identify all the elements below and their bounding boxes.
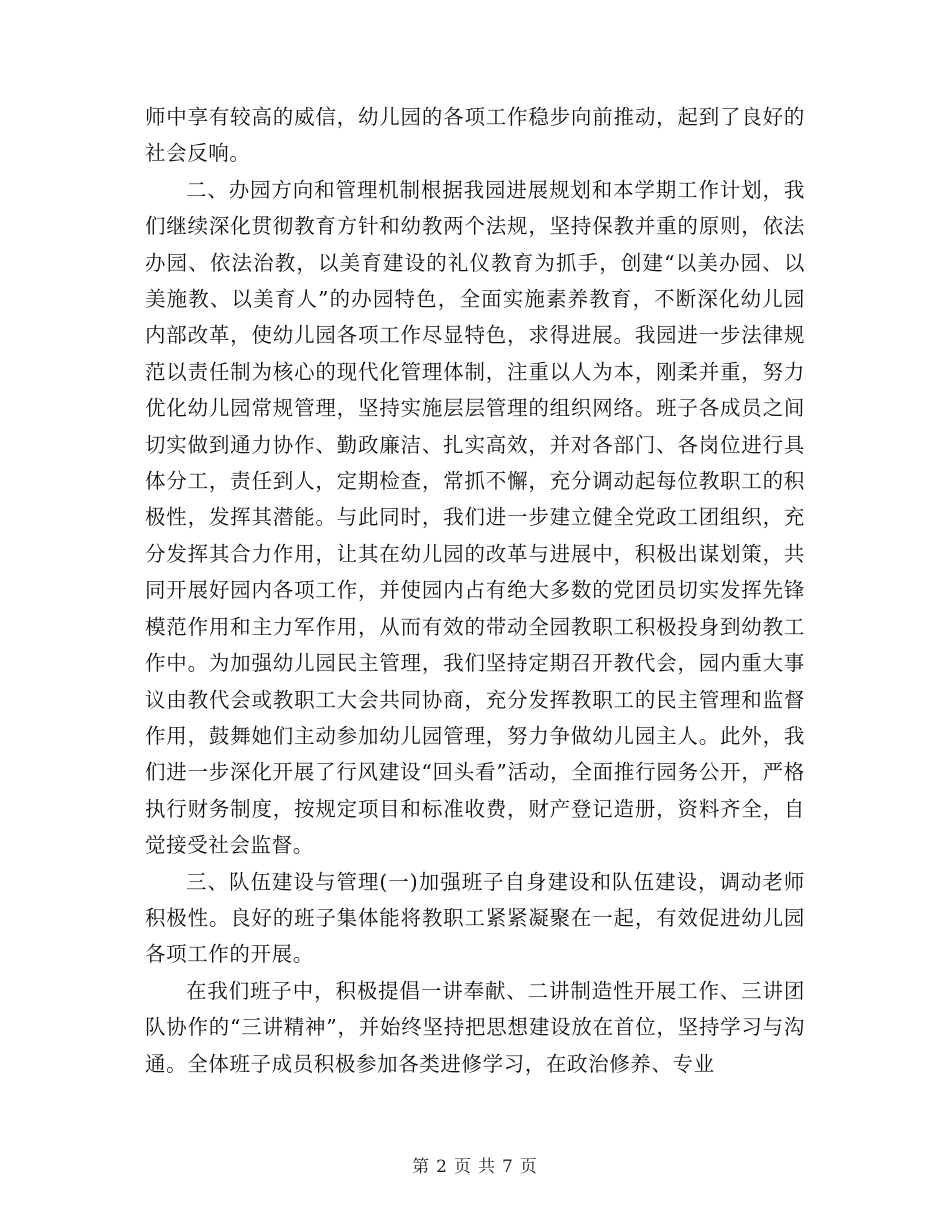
paragraph-team-building: 三、队伍建设与管理(一)加强班子自身建设和队伍建设，调动老师积极性。良好的班子集体能将教职工紧紧凝聚在一起，有效促进幼儿园各项工作的开展。 [145, 869, 805, 967]
footer-total-pages: 7 [502, 1157, 514, 1177]
document-body [145, 99, 805, 1082]
page-footer [0, 1152, 950, 1177]
paragraph-continuation: 师中享有较高的威信，幼儿园的各项工作稳步向前推动，起到了良好的社会反响。 [145, 105, 805, 166]
footer-label-total: 共 [478, 1157, 496, 1177]
footer-label-page-unit: 页 [454, 1157, 472, 1177]
paragraph-management: 二、办园方向和管理机制根据我园进展规划和本学期工作计划，我们继续深化贯彻教育方针和幼教两个法规，坚持保教并重的原则，依法办园、依法治教，以美育建设的礼仪教育为抓手，创建“以美办园、以美施教、以美育人”的办园特色，全面实施素养教育，不断深化幼儿园内部改革，使幼儿园各项工作尽显特色，求得进展。我园进一步法律规范以责任制为核心的现代化管理体制，注重以人为本，刚柔并重，努力优化幼儿园常规管理，坚持实施层层管理的组织网络。班子各成员之间切实做到通力协作、勤政廉洁、扎实高效，并对各部门、各岗位进行具体分工，责任到人，定期检查，常抓不懈，充分调动起每位教职工的积极性，发挥其潜能。与此同时，我们进一步建立健全党政工团组织，充分发挥其合力作用，让其在幼儿园的改革与进展中，积极出谋划策，共同开展好园内各项工作，并使园内占有绝大多数的党团员切实发挥先锋模范作用和主力军作用，从而有效的带动全园教职工积极投身到幼教工作中。为加强幼儿园民主管理，我们坚持定期召开教代会，园内重大事议由教代会或教职工大会共同协商，充分发挥教职工的民主管理和监督作用，鼓舞她们主动参加幼儿园管理，努力争做幼儿园主人。此外，我们进一步深化开展了行风建设“回头看”活动，全面推行园务公开，严格执行财务制度，按规定项目和标准收费，财产登记造册，资料齐全，自觉接受社会监督。 [145, 177, 805, 858]
paragraph-three-spirits: 在我们班子中，积极提倡一讲奉献、二讲制造性开展工作、三讲团队协作的“三讲精神”，并始终坚持把思想建设放在首位，坚持学习与沟通。全体班子成员积极参加各类进修学习，在政治修养、专业 [145, 978, 805, 1076]
footer-label-page: 第 [412, 1157, 431, 1177]
footer-label-total-unit: 页 [519, 1157, 538, 1177]
footer-current-page: 2 [436, 1157, 448, 1177]
